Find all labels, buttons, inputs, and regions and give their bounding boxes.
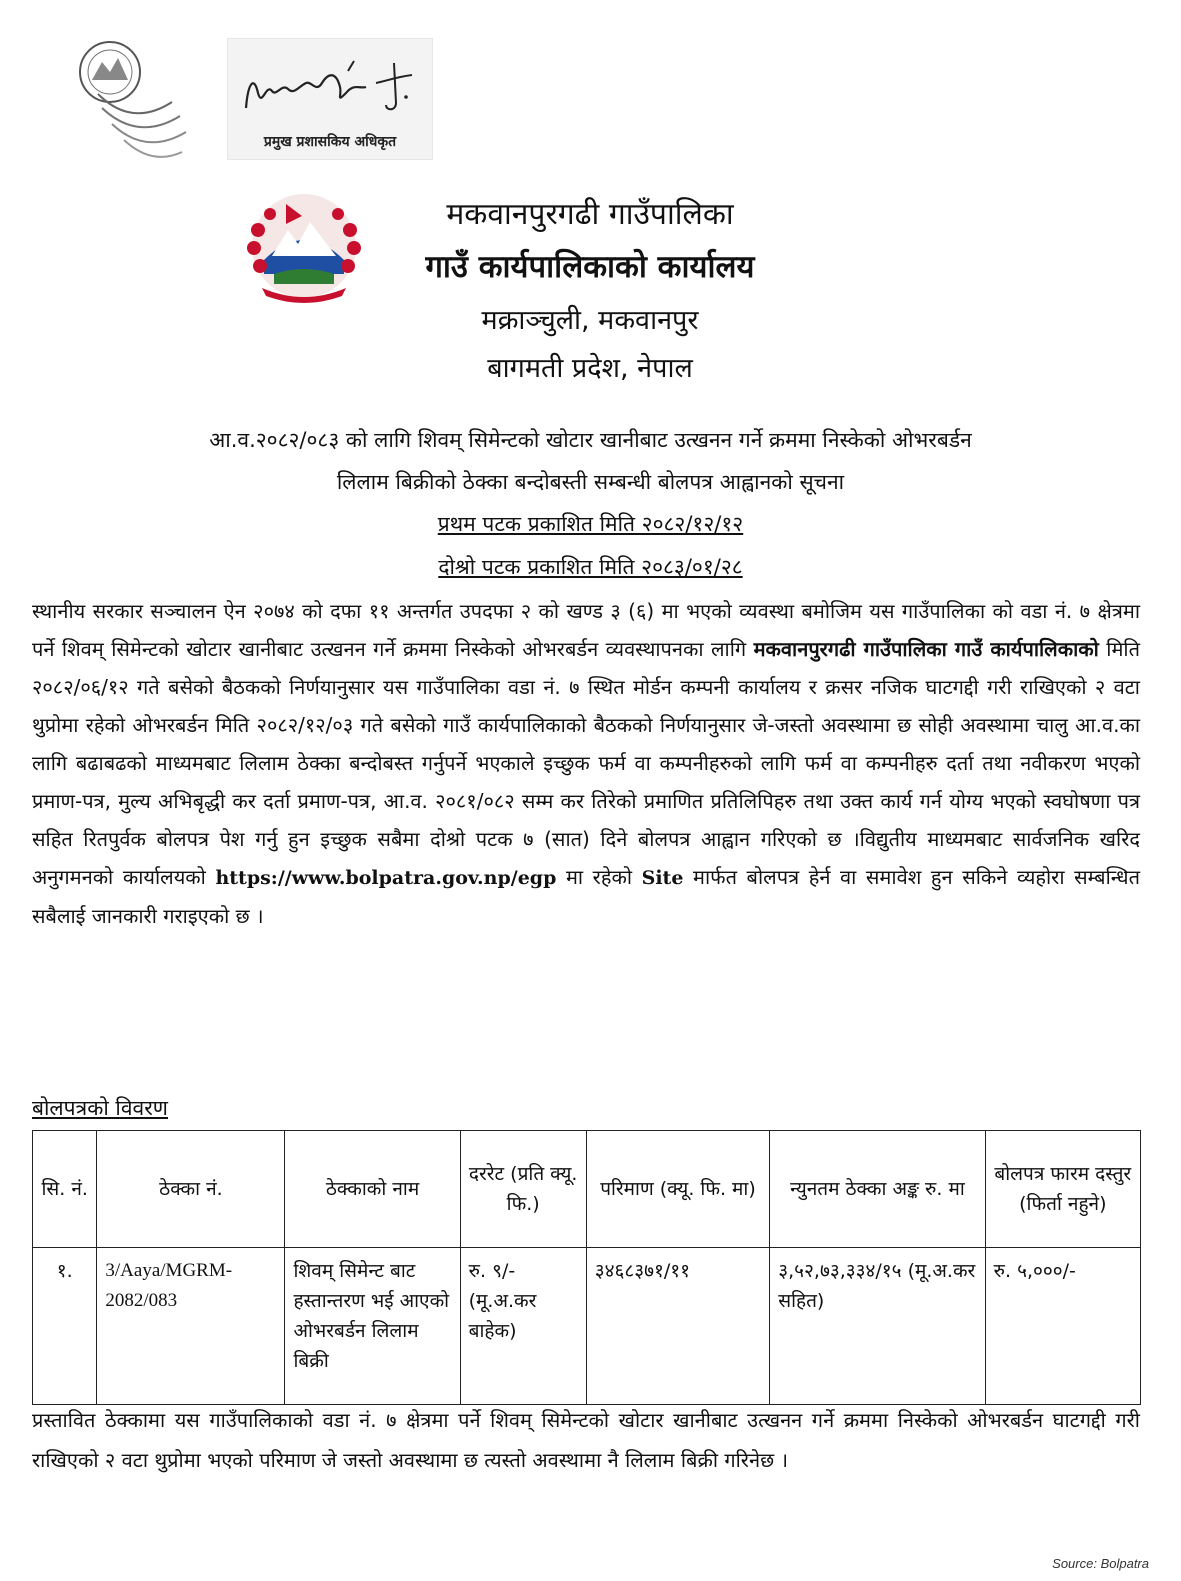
- notice-footer-text: प्रस्तावित ठेक्कामा यस गाउँपालिकाको वडा नं. ७ क्षेत्रमा पर्ने शिवम् सिमेन्टको खोटार खानीबाट उत्खनन गर्ने क्रममा निस्केको ओभरबर्डन घाटगद्दी गरी राखिएको २ वटा थुप्रोमा भएको परिमाण जे जस्तो अवस्थामा छ त्यस्तो अवस्थामा नै लिलाम बिक्री गरिनेछ ।: [32, 1408, 1140, 1472]
- bolpatra-url-link[interactable]: https://www.bolpatra.gov.np/egp: [215, 867, 557, 889]
- cell-contract-name: शिवम् सिमेन्ट बाट हस्तान्तरण भई आएको ओभरबर्डन लिलाम बिक्री: [285, 1248, 460, 1405]
- cell-quantity: ३४६८३७१/११: [586, 1248, 769, 1405]
- municipality-name: मकवानपुरगढी गाउँपालिका: [446, 197, 734, 232]
- first-published-date: प्रथम पटक प्रकाशित मिति २०८२/१२/१२: [437, 512, 744, 536]
- body-text-part1: स्थानीय सरकार सञ्चालन ऐन २०७४ को दफा ११ अन्तर्गत उपदफा २ को खण्ड ३ (६) मा भएको व्यवस्था बमोजिम यस गाउँपालिका को वडा नं. ७ क्षेत्रमा पर्ने शिवम् सिमेन्टको खोटार खानीबाट उत्खनन गर्ने क्रममा निस्केको ओभरबर्डन व्यवस्थापनका लागि: [32, 599, 1140, 661]
- body-text-part2: मिति २०८२/०६/१२ गते बसेको बैठकको निर्णयानुसार यस गाउँपालिका वडा नं. ७ स्थित मोर्डन कम्पनी कार्यालय र क्रसर नजिक घाटगद्दी गरी राखिएको २ वटा थुप्रोमा रहेको ओभरबर्डन मिति २०८२/१२/०३ गते बसेको गाउँ कार्यपालिकाको बैठकको निर्णयानुसार जे-जस्तो अवस्थामा छ सोही अवस्थामा चालु आ.व.का लागि बढाबढको माध्यमबाट लिलाम ठेक्का बन्दोबस्त गर्नुपर्ने भएकाले इच्छुक फर्म वा कम्पनीहरुको लागि फर्म वा कम्पनीहरु दर्ता तथा नवीकरण भएको प्रमाण-पत्र, मुल्य अभिबृद्धी कर दर्ता प्रमाण-पत्र, आ.व. २०८१/०८२ सम्म कर तिरेको प्रमाणित प्रतिलिपिहरु तथा उक्त कार्य गर्न योग्य भएको स्वघोषणा पत्र सहित रितपुर्वक बोलपत्र पेश गर्नु हुन इच्छुक सबैमा दोश्रो पटक ७ (सात) दिने बोलपत्र आह्वान गरिएको छ ।विद्युतीय माध्यमबाट सार्वजनिक खरिद अनुगमनको कार्यालयको: [32, 637, 1140, 889]
- signature-box: [227, 38, 433, 160]
- tender-details-table: [32, 1130, 1141, 1405]
- table-row: [33, 1248, 1141, 1405]
- header-rate: दररेट (प्रति क्यू. फि.): [460, 1131, 586, 1248]
- notice-body: [32, 592, 1140, 935]
- header-quantity: परिमाण (क्यू. फि. मा): [586, 1131, 769, 1248]
- second-published-date: दोश्रो पटक प्रकाशित मिति २०८३/०१/२८: [438, 555, 743, 579]
- header-contract-name: ठेक्काको नाम: [285, 1131, 460, 1248]
- source-credit: Source: Bolpatra: [1052, 1556, 1149, 1571]
- office-address: मक्राञ्चुली, मकवानपुर: [481, 305, 699, 336]
- body-text-part3: मा रहेको: [556, 865, 642, 889]
- table-header-row: [33, 1131, 1141, 1248]
- notice-title-line1: आ.व.२०८२/०८३ को लागि शिवम् सिमेन्टको खोटार खानीबाट उत्खनन गर्ने क्रममा निस्केको ओभरबर्डन: [209, 428, 972, 452]
- office-seal-stamp: [62, 32, 200, 172]
- cell-rate: रु. ९/- (मू.अ.कर बाहेक): [460, 1248, 586, 1405]
- header-sn: सि. नं.: [33, 1131, 97, 1248]
- header-form-fee: बोलपत्र फारम दस्तुर (फिर्ता नहुने): [985, 1131, 1140, 1248]
- body-text-part4: मार्फत बोलपत्र हेर्न वा समावेश हुन सकिने व्यहोरा सम्बन्धित सबैलाई जानकारी गराइएको छ ।: [32, 865, 1140, 928]
- cell-sn: १.: [33, 1248, 97, 1405]
- cell-form-fee: रु. ५,०००/-: [985, 1248, 1140, 1405]
- header-min-amount: न्युनतम ठेक्का अङ्क रु. मा: [770, 1131, 985, 1248]
- header-contract-no: ठेक्का नं.: [97, 1131, 285, 1248]
- notice-title-line2: लिलाम बिक्रीको ठेक्का बन्दोबस्ती सम्बन्धी बोलपत्र आह्वानको सूचना: [336, 470, 845, 494]
- tender-details-heading: बोलपत्रको विवरण: [32, 1096, 168, 1120]
- office-name: गाउँ कार्यपालिकाको कार्यालय: [425, 249, 755, 285]
- body-bold-text: मकवानपुरगढी गाउँपालिका गाउँ कार्यपालिकाको: [753, 637, 1099, 661]
- site-word: Site: [641, 867, 684, 889]
- signature-scribble: [236, 53, 426, 123]
- signature-caption: प्रमुख प्रशासकिय अधिकृत: [263, 134, 397, 150]
- cell-min-amount: ३,५२,७३,३३४/१५ (मू.अ.कर सहित): [770, 1248, 985, 1405]
- cell-contract-no: 3/Aaya/MGRM-2082/083: [97, 1248, 285, 1405]
- office-province: बागमती प्रदेश, नेपाल: [487, 353, 693, 384]
